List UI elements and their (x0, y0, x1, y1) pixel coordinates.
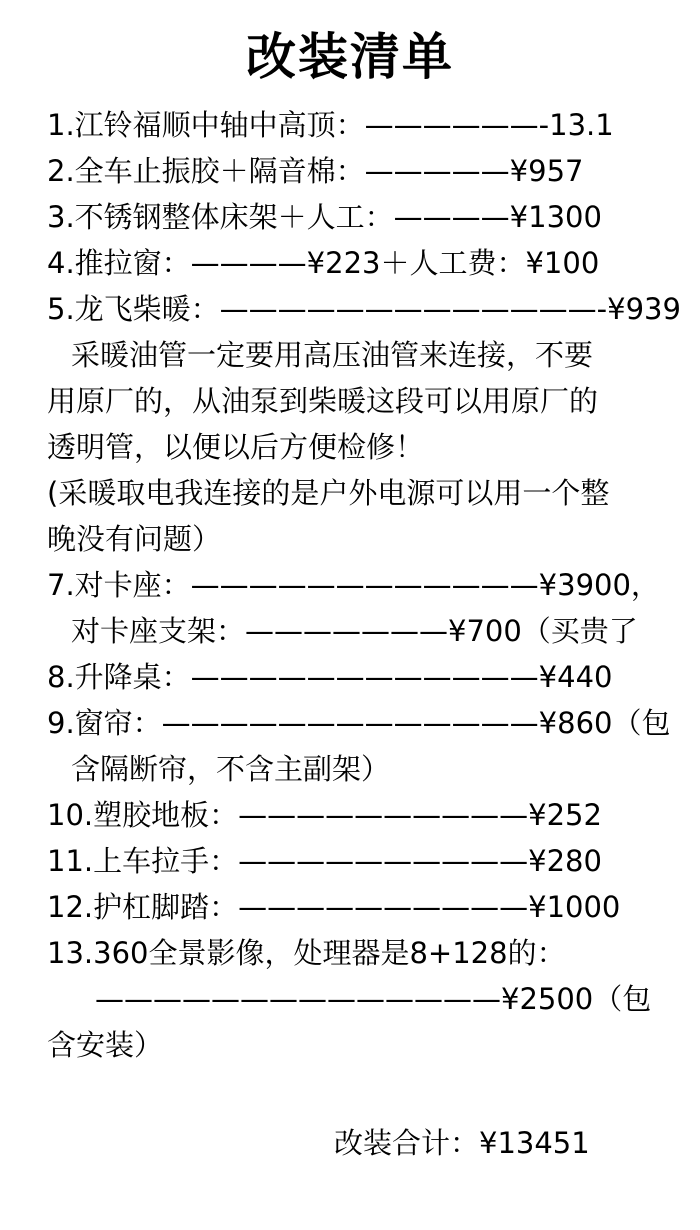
item-list (47, 102, 681, 1068)
list-item: 9.窗帘：—————————————¥860（包 (47, 706, 671, 740)
total-amount: 改装合计：¥13451 (334, 1126, 590, 1160)
list-item: 1.江铃福顺中轴中高顶：——————-13.1 (47, 108, 614, 142)
list-item: 4.推拉窗：————¥223＋人工费：¥100 (47, 246, 600, 280)
note-line: 透明管，以便以后方便检修！ (47, 430, 425, 464)
list-item: 3.不锈钢整体床架＋人工：————¥1300 (47, 200, 602, 234)
list-item: 2.全车止振胶＋隔音棉：—————¥957 (47, 154, 584, 188)
note-line: (采暖取电我连接的是户外电源可以用一个整 (47, 476, 610, 510)
list-item: 13.360全景影像，处理器是8+128的： (47, 936, 566, 970)
note-line: 用原厂的，从油泵到柴暖这段可以用原厂的 (47, 384, 599, 418)
list-item: 对卡座支架：———————¥700（买贵了 (71, 614, 638, 648)
list-item: 7.对卡座：————————————¥3900， (47, 568, 660, 602)
list-item: 12.护杠脚踏：——————————¥1000 (47, 890, 621, 924)
list-item: ——————————————¥2500（包 (95, 982, 652, 1016)
note-line: 采暖油管一定要用高压油管来连接，不要 (71, 338, 594, 372)
list-item: 8.升降桌：————————————¥440 (47, 660, 613, 694)
list-item: 含安装） (47, 1028, 164, 1062)
list-item: 11.上车拉手：——————————¥280 (47, 844, 602, 878)
list-item: 含隔断帘，不含主副架） (71, 752, 391, 786)
list-item: 10.塑胶地板：——————————¥252 (47, 798, 602, 832)
note-line: 晚没有问题） (47, 522, 222, 556)
page-title: 改装清单 (246, 28, 454, 86)
list-item: 5.龙飞柴暖：—————————————-¥939 (47, 292, 681, 326)
